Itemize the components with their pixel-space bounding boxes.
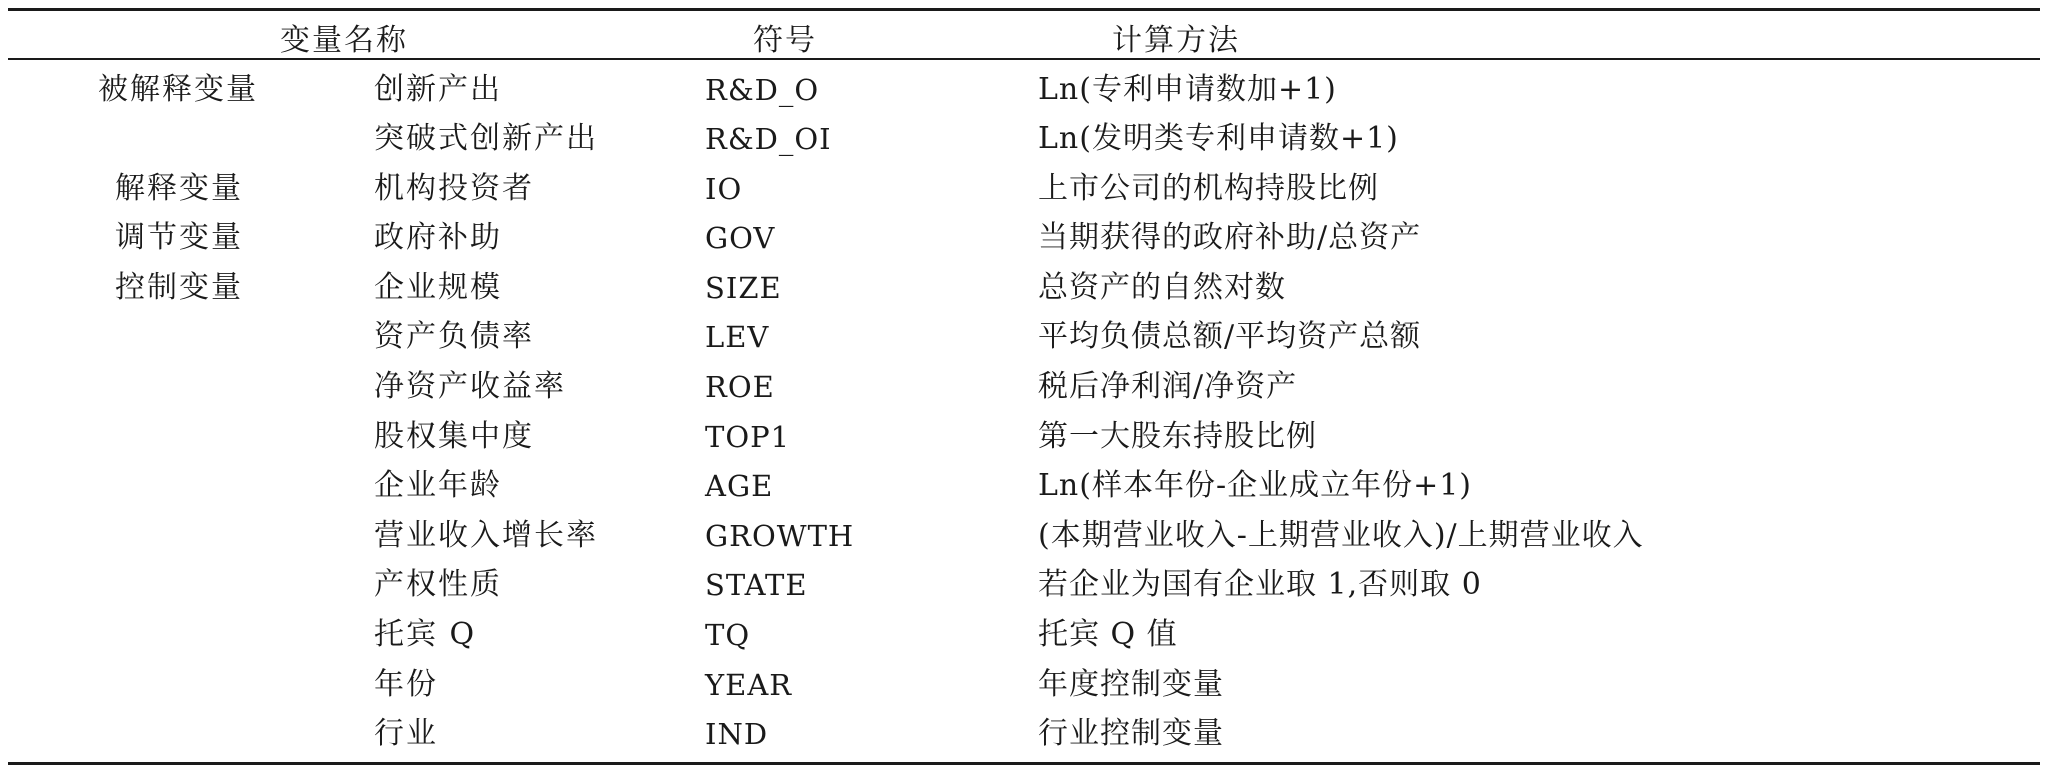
row-method: Ln(样本年份-企业成立年份+1): [1038, 468, 1473, 504]
row-method: 上市公司的机构持股比例: [1038, 170, 1379, 206]
row-method: 总资产的自然对数: [1038, 269, 1286, 305]
row-method: 若企业为国有企业取 1,否则取 0: [1038, 567, 1482, 603]
row-variable-name: 机构投资者: [374, 170, 534, 206]
row-method: 当期获得的政府补助/总资产: [1038, 220, 1422, 256]
table-row: [8, 413, 2040, 463]
row-symbol: IO: [705, 171, 743, 206]
table-row: [8, 66, 2040, 116]
table-row: [8, 512, 2040, 562]
row-method: 税后净利润/净资产: [1038, 369, 1298, 405]
row-method: 平均负债总额/平均资产总额: [1038, 319, 1422, 355]
row-variable-name: 股权集中度: [374, 418, 534, 454]
row-symbol: R&D_OI: [705, 122, 832, 157]
table-row: [8, 661, 2040, 711]
variable-definition-table: [8, 8, 2040, 765]
row-variable-name: 净资产收益率: [374, 369, 566, 405]
row-variable-name: 年份: [374, 666, 438, 702]
table-row: [8, 165, 2040, 215]
row-symbol: YEAR: [705, 667, 793, 702]
table-row: [8, 264, 2040, 314]
row-symbol: AGE: [705, 469, 774, 504]
row-symbol: ROE: [705, 370, 775, 405]
table-body: [8, 60, 2040, 760]
row-category: 调节变量: [115, 220, 243, 256]
table-row: [8, 462, 2040, 512]
row-symbol: LEV: [705, 320, 770, 355]
row-symbol: TOP1: [705, 419, 791, 454]
row-variable-name: 资产负债率: [374, 319, 534, 355]
row-method: Ln(专利申请数加+1): [1038, 71, 1337, 107]
row-method: 行业控制变量: [1038, 716, 1224, 752]
row-variable-name: 企业年龄: [374, 468, 502, 504]
table-row: [8, 710, 2040, 760]
row-category: 解释变量: [115, 170, 243, 206]
table-bottom-rule: [8, 762, 2040, 765]
table-row: [8, 611, 2040, 661]
table-header-row: [8, 11, 2040, 58]
row-category: 控制变量: [115, 269, 243, 305]
row-method: 年度控制变量: [1038, 666, 1224, 702]
row-symbol: TQ: [705, 618, 751, 653]
row-variable-name: 行业: [374, 716, 438, 752]
row-variable-name: 企业规模: [374, 269, 502, 305]
row-symbol: GOV: [705, 221, 776, 256]
row-symbol: R&D_O: [705, 72, 820, 107]
row-variable-name: 创新产出: [374, 71, 502, 107]
table-row: [8, 115, 2040, 165]
row-method: 托宾 Q 值: [1038, 617, 1178, 653]
row-symbol: STATE: [705, 568, 808, 603]
header-symbol: 符号: [753, 23, 817, 58]
row-method: (本期营业收入-上期营业收入)/上期营业收入: [1038, 517, 1644, 553]
row-category: 被解释变量: [98, 71, 258, 107]
table-row: [8, 214, 2040, 264]
header-calculation-method: 计算方法: [1112, 23, 1240, 58]
header-variable-name: 变量名称: [280, 23, 408, 58]
table-row: [8, 313, 2040, 363]
row-variable-name: 营业收入增长率: [374, 517, 598, 553]
table-row: [8, 363, 2040, 413]
row-variable-name: 突破式创新产出: [374, 121, 598, 157]
table-row: [8, 561, 2040, 611]
row-variable-name: 产权性质: [374, 567, 502, 603]
row-symbol: SIZE: [705, 270, 782, 305]
row-method: 第一大股东持股比例: [1038, 418, 1317, 454]
row-symbol: GROWTH: [705, 518, 855, 553]
row-method: Ln(发明类专利申请数+1): [1038, 121, 1399, 157]
row-symbol: IND: [705, 717, 769, 752]
row-variable-name: 托宾 Q: [374, 617, 477, 653]
row-variable-name: 政府补助: [374, 220, 502, 256]
